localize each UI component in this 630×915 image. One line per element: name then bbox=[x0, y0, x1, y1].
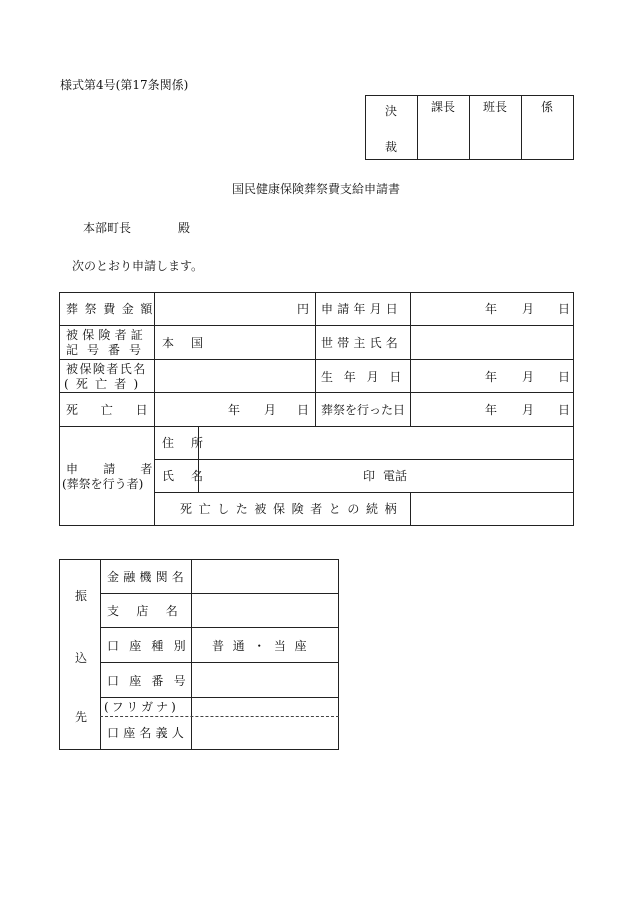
seal-mark: 印 bbox=[363, 469, 376, 483]
bank-name-label: 金融機関名 bbox=[107, 570, 189, 584]
applicant-label-line2: (葬祭を行う者) bbox=[62, 477, 144, 491]
birth-year-unit: 年 bbox=[485, 370, 498, 384]
yen-unit: 円 bbox=[297, 302, 310, 316]
death-year-unit: 年 bbox=[228, 403, 241, 417]
application-year-unit: 年 bbox=[485, 302, 498, 316]
birth-date-label: 生年月日 bbox=[321, 370, 413, 384]
approval-decide-bottom: 裁 bbox=[385, 140, 398, 154]
bank-side-label-1: 振 bbox=[75, 589, 88, 603]
funeral-day-unit: 日 bbox=[558, 403, 571, 417]
birth-month-unit: 月 bbox=[522, 370, 535, 384]
insured-id-label-line2: 記号番号 bbox=[66, 343, 151, 357]
approval-team-leader: 班長 bbox=[483, 100, 508, 114]
bank-side-label-2: 込 bbox=[75, 651, 88, 665]
address-label: 住 所 bbox=[162, 436, 210, 450]
application-day-unit: 日 bbox=[558, 302, 571, 316]
application-date-label: 申請年月日 bbox=[321, 302, 403, 316]
phone-label: 電話 bbox=[383, 469, 408, 483]
approval-decide-top: 決 bbox=[385, 104, 398, 118]
death-month-unit: 月 bbox=[264, 403, 277, 417]
page-title: 国民健康保険葬祭費支給申請書 bbox=[232, 182, 401, 196]
relationship-label: 死亡した被保険者との続柄 bbox=[180, 502, 404, 516]
addressee-name: 本部町長 bbox=[83, 221, 132, 235]
insured-id-label-line1: 被保険者証 bbox=[66, 328, 148, 342]
addressee-honorific: 殿 bbox=[178, 221, 191, 235]
death-day-unit: 日 bbox=[297, 403, 310, 417]
account-number-label: 口座番号 bbox=[107, 674, 196, 688]
insured-name-label-line1: 被保険者氏名 bbox=[66, 362, 147, 376]
furigana-label: (フリガナ) bbox=[104, 700, 179, 714]
insured-id-prefix: 本 国 bbox=[162, 336, 210, 350]
bank-side-label-3: 先 bbox=[75, 710, 88, 724]
death-date-label: 死亡日 bbox=[66, 403, 171, 417]
approval-section-chief: 課長 bbox=[431, 100, 456, 114]
account-holder-label: 口座名義人 bbox=[107, 726, 189, 740]
intro-text: 次のとおり申請します。 bbox=[72, 259, 204, 273]
approval-staff: 係 bbox=[541, 100, 554, 114]
applicant-label-line1: 申請者 bbox=[66, 462, 178, 476]
application-month-unit: 月 bbox=[522, 302, 535, 316]
household-head-label: 世帯主氏名 bbox=[321, 336, 403, 350]
birth-day-unit: 日 bbox=[558, 370, 571, 384]
branch-label: 支店名 bbox=[107, 604, 196, 618]
insured-name-label-line2: (死亡者) bbox=[64, 377, 146, 391]
funeral-month-unit: 月 bbox=[522, 403, 535, 417]
account-type-options: 普 通 ・ 当 座 bbox=[212, 639, 309, 653]
funeral-year-unit: 年 bbox=[485, 403, 498, 417]
name-label: 氏 名 bbox=[162, 469, 210, 483]
funeral-cost-label: 葬祭費金額 bbox=[66, 302, 160, 316]
account-type-label: 口座種別 bbox=[107, 639, 196, 653]
form-number: 様式第4号(第17条関係) bbox=[60, 78, 189, 92]
funeral-date-label: 葬祭を行った日 bbox=[321, 403, 406, 417]
